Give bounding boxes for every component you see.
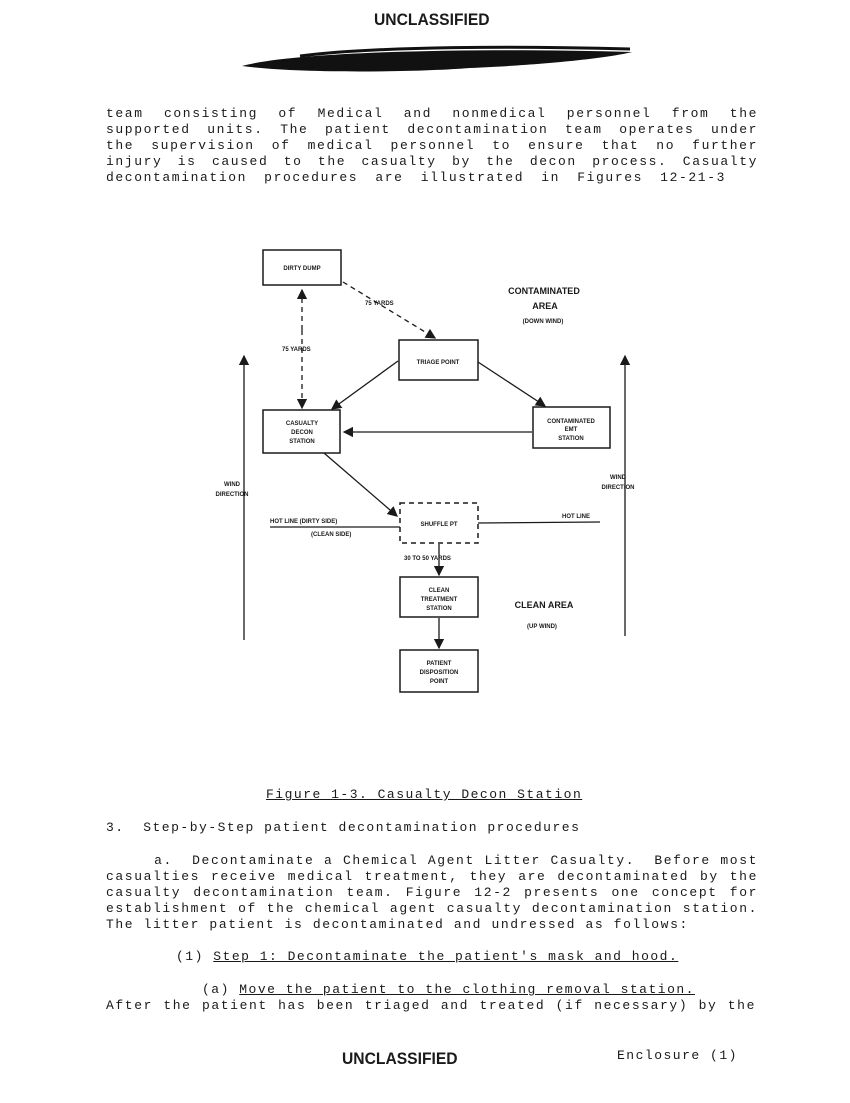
hot-line-right	[478, 522, 600, 523]
triage-emt-arrow	[478, 362, 545, 406]
clean-treatment-label: CLEAN	[428, 588, 450, 594]
continuation-line: After the patient has been triaged and treated (if necessary) by the	[106, 998, 756, 1013]
step-1: (1) Step 1: Decontaminate the patient's mask and hood.	[176, 949, 679, 964]
svg-text:TREATMENT: TREATMENT	[420, 597, 458, 603]
wind-direction-label: WIND	[610, 475, 626, 481]
svg-text:DIRECTION: DIRECTION	[215, 492, 249, 498]
svg-text:STATION: STATION	[558, 436, 584, 442]
svg-text:DISPOSITION: DISPOSITION	[419, 670, 459, 676]
svg-text:STATION: STATION	[289, 439, 315, 445]
patient-disposition-label: PATIENT	[426, 661, 452, 667]
triage-point-label: TRIAGE POINT	[416, 360, 460, 366]
figure-caption: Figure 1-3. Casualty Decon Station	[266, 787, 583, 802]
top-classification: UNCLASSIFIED	[374, 10, 490, 29]
clean-side-label: (CLEAN SIDE)	[311, 532, 352, 538]
enclosure-label: Enclosure (1)	[617, 1048, 738, 1063]
svg-text:DECON: DECON	[291, 430, 313, 436]
casualty-decon-label: CASUALTY	[285, 421, 319, 427]
svg-text:EMT: EMT	[564, 427, 578, 433]
hot-line-label: HOT LINE	[562, 514, 590, 520]
yards-label: 75 YARDS	[365, 301, 394, 307]
step-1a: (a) Move the patient to the clothing removal station.	[202, 982, 695, 997]
shuffle-pt-label: SHUFFLE PT	[420, 522, 458, 528]
svg-text:STATION: STATION	[426, 606, 452, 612]
svg-text:AREA: AREA	[532, 301, 558, 311]
contaminated-emt-label: CONTAMINATED	[547, 419, 595, 425]
svg-text:POINT: POINT	[429, 679, 449, 685]
clean-area-label: CLEAN AREA	[514, 600, 574, 610]
decon-shuffle-arrow	[324, 453, 397, 516]
yards-label: 30 TO 50 YARDS	[404, 556, 451, 562]
section-heading: 3. Step-by-Step patient decontamination procedures	[106, 820, 581, 835]
svg-text:DIRECTION: DIRECTION	[601, 485, 635, 491]
down-wind-label: (DOWN WIND)	[522, 319, 564, 325]
bottom-classification: UNCLASSIFIED	[342, 1049, 458, 1068]
dump-triage-arrow	[343, 282, 435, 338]
yards-label: 75 YARDS	[282, 347, 311, 353]
hot-line-dirty-label: HOT LINE (DIRTY SIDE)	[270, 519, 338, 525]
triage-decon-arrow	[332, 361, 398, 409]
wind-direction-label: WIND	[224, 482, 240, 488]
dirty-dump-label: DIRTY DUMP	[283, 266, 321, 272]
contaminated-area-label: CONTAMINATED	[508, 286, 580, 296]
up-wind-label: (UP WIND)	[527, 624, 557, 630]
